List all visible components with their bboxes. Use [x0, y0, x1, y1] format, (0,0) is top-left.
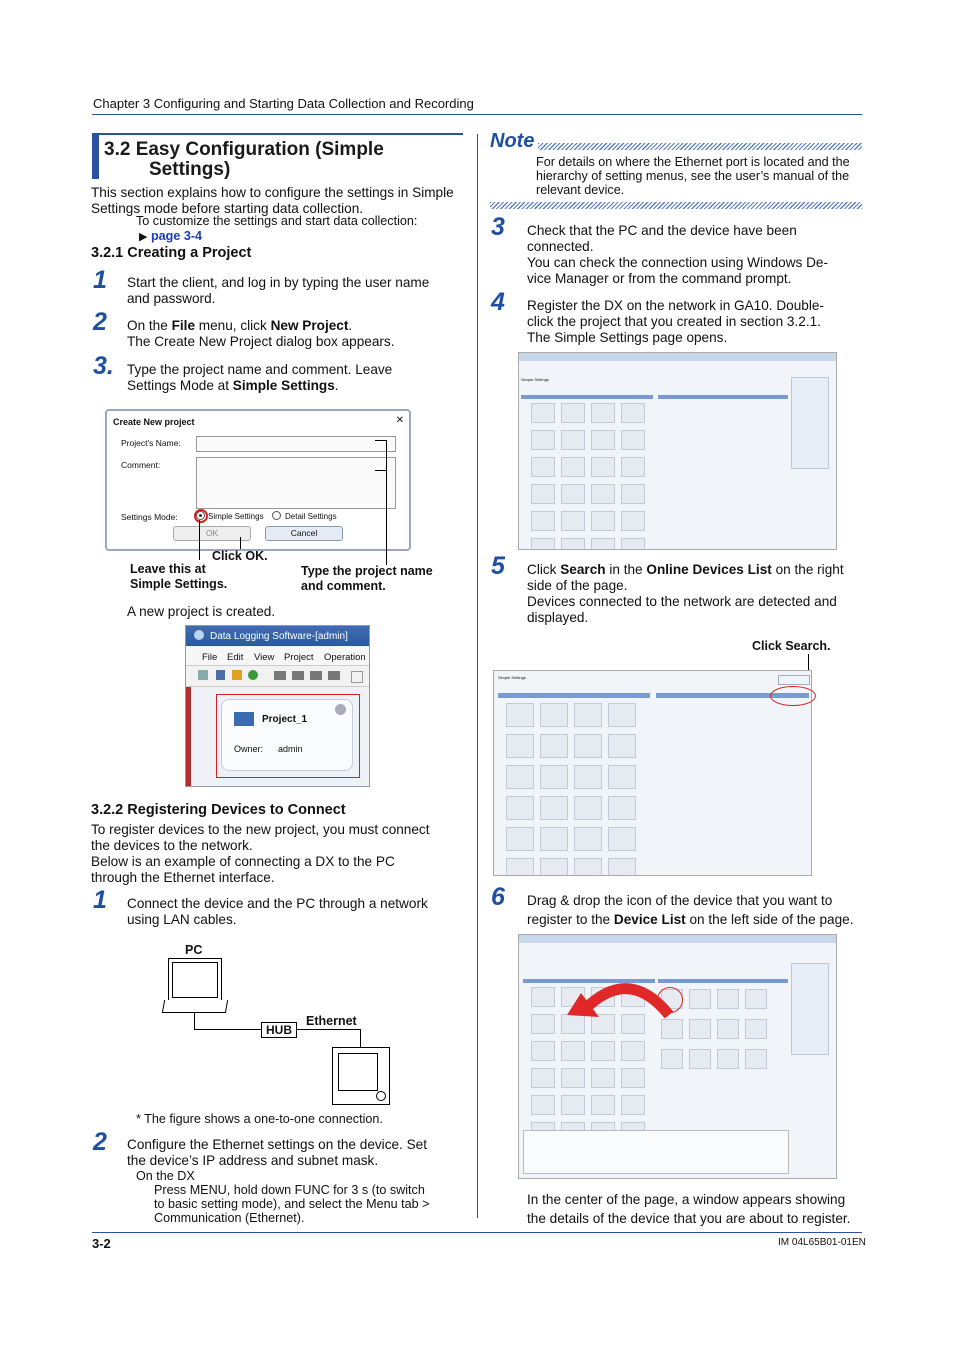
leader-line-ok: [240, 537, 241, 549]
callout-type-name: Type the project name and comment.: [301, 564, 433, 593]
dx-instructions: Press MENU, hold down FUNC for 3 s (to switch to basic setting mode), and select the Menu tab > Communication (Ethernet).: [154, 1183, 430, 1225]
mini-device-slot: [561, 1095, 585, 1115]
comment-input[interactable]: [196, 457, 396, 509]
mini-device-slot: [561, 1041, 585, 1061]
app-menubar: [186, 647, 369, 666]
mini-device-slot: [608, 734, 636, 758]
page-ref-link[interactable]: ▶ page 3-4: [139, 229, 203, 243]
mini-device-slot: [540, 734, 568, 758]
mini-online-header: [658, 395, 788, 399]
ethernet-label: Ethernet: [306, 1014, 357, 1028]
device-icon[interactable]: [292, 671, 304, 680]
section-title-line1: 3.2 Easy Configuration (Simple: [104, 139, 384, 160]
simple-settings-screenshot: [518, 352, 837, 550]
hub-box: HUB: [261, 1022, 297, 1038]
new-project-text: A new project is created.: [127, 604, 276, 619]
step-number-3: 3.: [93, 352, 114, 380]
drag-drop-screenshot: [518, 934, 837, 1179]
mini-device-slot: [540, 858, 568, 876]
menu-view[interactable]: View: [254, 652, 275, 663]
search-highlight: [770, 686, 816, 706]
cable-hub-dx: [297, 1029, 360, 1030]
callout-leave-simple: Leave this at Simple Settings.: [130, 562, 228, 591]
mini-device-slot: [621, 1095, 645, 1115]
mini-device-slot: [608, 827, 636, 851]
mini-device-slot: [574, 703, 602, 727]
section-top-rule: [99, 133, 463, 135]
mini-device-slot: [608, 858, 636, 876]
mini-device-slot: [531, 457, 555, 477]
detail-settings-option: Detail Settings: [285, 512, 337, 521]
mini-device-slot: [745, 989, 767, 1009]
mini-device-grid: [531, 403, 641, 543]
mini-device-slot: [689, 1019, 711, 1039]
search-screenshot: [493, 670, 812, 876]
mini-device-slot: [717, 989, 739, 1009]
mini-device-slot: [506, 827, 534, 851]
detail-settings-radio[interactable]: [272, 511, 281, 520]
comment-label: Comment:: [121, 460, 161, 470]
mini-device-slot: [574, 796, 602, 820]
note-text: For details on where the Ethernet port is located and the hierarchy of setting menus, see the user’s manual of the relevant device.: [536, 155, 850, 197]
mini-detail-window: [523, 1130, 789, 1174]
device-icon[interactable]: [274, 671, 286, 680]
laptop-screen: [168, 958, 222, 1002]
mini-device-slot: [561, 430, 585, 450]
mini-device-slot: [591, 538, 615, 550]
pc-label: PC: [185, 943, 203, 957]
mini-device-slot: [561, 538, 585, 550]
mini-device-slot: [540, 827, 568, 851]
mini-device-slot: [506, 858, 534, 876]
note-top-hatch: [538, 143, 862, 150]
mini-devices-header: [521, 395, 653, 399]
mini-device-slot: [561, 484, 585, 504]
step-b2-text: Configure the Ethernet settings on the device. Set the device’s IP address and subnet mask.: [127, 1137, 428, 1168]
callout-click-ok: Click OK.: [212, 549, 268, 563]
app-toolbar: [186, 666, 369, 687]
mini-device-slot: [506, 703, 534, 727]
mini-device-slot: [717, 1049, 739, 1069]
mini-device-slot: [540, 703, 568, 727]
cancel-button[interactable]: Cancel: [265, 526, 343, 541]
mini-device-slot: [621, 484, 645, 504]
mini-simple-settings-2: Simple Settings: [498, 675, 526, 680]
intro-text: This section explains how to configure the settings in Simple Settings mode before starting data collection.: [91, 185, 454, 216]
menu-project[interactable]: Project: [284, 652, 314, 663]
mini-device-slot: [591, 511, 615, 531]
mini-device-slot: [574, 765, 602, 789]
mini-device-slot: [608, 765, 636, 789]
mini-device-slot: [621, 511, 645, 531]
leader-line-leave: [199, 520, 200, 560]
leader-line-name: [375, 440, 386, 441]
mini-device-slot: [745, 1049, 767, 1069]
mini-device-slot: [717, 1019, 739, 1039]
simple-settings-option: Simple Settings: [208, 512, 264, 521]
settings-mode-label: Settings Mode:: [121, 512, 178, 522]
cable-pc: [194, 1013, 195, 1030]
device-icon[interactable]: [310, 671, 322, 680]
create-project-dialog: [105, 409, 411, 551]
simple-settings-highlight: [194, 509, 208, 523]
running-header: Chapter 3 Configuring and Starting Data Collection and Recording: [93, 96, 474, 111]
step-number-b2: 2: [93, 1128, 107, 1156]
menu-operation[interactable]: Operation: [324, 652, 366, 663]
step-number-2: 2: [93, 308, 107, 336]
app-logo-icon: [194, 630, 204, 640]
mini-device-slot: [621, 1068, 645, 1088]
mini-device-grid-2: [506, 703, 646, 871]
app-screenshot: [185, 625, 370, 787]
mini-device-slot: [591, 403, 615, 423]
mini-device-slot: [561, 457, 585, 477]
mini-device-slot: [506, 734, 534, 758]
callout-click-search: Click Search.: [752, 639, 831, 653]
left-edge-strip: [186, 687, 191, 786]
project-name-input[interactable]: [196, 436, 396, 452]
mini-detail-settings: [778, 675, 810, 685]
owner-value: admin: [278, 744, 303, 754]
mini-device-slot: [621, 1041, 645, 1061]
mini-device-slot: [591, 1041, 615, 1061]
chart-icon: [234, 712, 254, 726]
mini-device-slot: [574, 858, 602, 876]
mini-side-panel-3: [791, 963, 829, 1055]
mini-device-slot: [591, 430, 615, 450]
mini-device-slot: [531, 484, 555, 504]
footer-rule: [92, 1232, 862, 1233]
step-number-1: 1: [93, 266, 107, 294]
mini-device-slot: [531, 538, 555, 550]
step-b1-text: Connect the device and the PC through a network using LAN cables.: [127, 896, 428, 927]
column-divider: [477, 134, 478, 1218]
mini-device-slot: [689, 1049, 711, 1069]
step-3-text: Type the project name and comment. Leave Settings Mode at Simple Settings.: [127, 362, 393, 393]
end-text: In the center of the page, a window appears showing the details of the device that you are about to register.: [527, 1192, 851, 1226]
mini-device-slot: [540, 765, 568, 789]
mini-device-slot: [621, 430, 645, 450]
mini-device-slot: [531, 1014, 555, 1034]
refresh-icon[interactable]: [248, 670, 258, 680]
grid-icon[interactable]: [198, 670, 208, 680]
section-bar: [92, 133, 99, 179]
cable-dx: [360, 1029, 361, 1047]
step-2-text: On the File menu, click New Project. The Create New Project dialog box appears.: [127, 318, 395, 349]
mini-simple-settings: Simple Settings: [521, 377, 549, 382]
mini-device-slot: [531, 1095, 555, 1115]
customize-note: To customize the settings and start data collection:: [136, 214, 418, 228]
step-c5-text: Click Search in the Online Devices List on the right side of the page. Devices connected to the network are detected and displayed.: [527, 562, 844, 625]
subsection-title-3-2-1: 3.2.1 Creating a Project: [91, 245, 252, 261]
on-dx-label: On the DX: [136, 1169, 195, 1183]
mini-device-slot: [591, 1095, 615, 1115]
mini-device-slot: [745, 1019, 767, 1039]
mini-device-slot: [531, 403, 555, 423]
mini-device-slot: [506, 765, 534, 789]
step-c6-text: Drag & drop the icon of the device that you want to register to the Device List on the left side of the page.: [527, 893, 854, 927]
project-card[interactable]: [221, 699, 353, 771]
step-number-c4: 4: [491, 288, 505, 316]
dialog-title: Create New project: [113, 417, 195, 427]
step-1-text: Start the client, and log in by typing the user name and password.: [127, 275, 430, 306]
menu-edit[interactable]: Edit: [227, 652, 244, 663]
close-icon[interactable]: ✕: [395, 415, 404, 426]
section-heading: [92, 133, 463, 179]
step-number-b1: 1: [93, 886, 107, 914]
app-title: Data Logging Software-[admin]: [210, 631, 348, 642]
mini-device-slot: [621, 538, 645, 550]
dx-recorder: [332, 1047, 390, 1105]
mini-device-slot: [531, 430, 555, 450]
menu-file[interactable]: File: [202, 652, 218, 663]
mini-device-slot: [531, 1068, 555, 1088]
step-number-c3: 3: [491, 213, 505, 241]
mini-device-slot: [561, 403, 585, 423]
document-id: IM 04L65B01-01EN: [778, 1237, 866, 1248]
device-icon-highlight: [657, 987, 683, 1013]
mini-device-slot: [561, 511, 585, 531]
section-title-line2: Settings): [149, 159, 231, 180]
mini-device-slot: [561, 1068, 585, 1088]
step-number-c6: 6: [491, 883, 505, 911]
mini-devices-header-2: [498, 693, 650, 698]
mini-device-slot: [531, 511, 555, 531]
mini-device-slot: [608, 703, 636, 727]
step-c4-text: Register the DX on the network in GA10. Double- click the project that you created in section 3.2.1. The Simple Settings page opens.: [527, 298, 824, 345]
page-number: 3-2: [92, 1236, 111, 1251]
mini-device-slot: [621, 457, 645, 477]
header-rule: [92, 114, 862, 115]
mini-device-slot: [531, 1041, 555, 1061]
leader-line-type: [386, 440, 387, 565]
download-icon[interactable]: [216, 670, 225, 680]
laptop-base: [162, 1000, 228, 1013]
window-icon[interactable]: [351, 671, 363, 683]
subsection-title-3-2-2: 3.2.2 Registering Devices to Connect: [91, 802, 346, 818]
project-card-name: Project_1: [262, 714, 308, 725]
mini-device-slot: [661, 1049, 683, 1069]
device-icon[interactable]: [328, 671, 340, 680]
mini-device-slot: [591, 484, 615, 504]
cable-pc-hub: [194, 1029, 261, 1030]
note-title: Note: [490, 130, 535, 152]
mini-device-slot: [540, 796, 568, 820]
mini-device-slot: [531, 987, 555, 1007]
step-c3-text: Check that the PC and the device have been connected. You can check the connection using Windows De- vice Manager or from the command prompt.: [527, 223, 829, 286]
mini-device-slot: [608, 796, 636, 820]
owner-label: Owner:: [234, 744, 264, 754]
network-footnote: * The figure shows a one-to-one connection.: [136, 1112, 383, 1126]
mini-device-slot: [591, 1068, 615, 1088]
mini-side-panel: [791, 377, 829, 469]
user-icon: [335, 704, 346, 715]
mini-device-slot: [689, 989, 711, 1009]
step-number-c5: 5: [491, 552, 505, 580]
note-bottom-hatch: [490, 202, 862, 209]
mini-device-slot: [574, 734, 602, 758]
mini-device-slot: [591, 457, 615, 477]
ok-button[interactable]: OK: [173, 526, 251, 541]
mini-device-slot: [621, 403, 645, 423]
project-name-label: Project's Name:: [121, 438, 181, 448]
register-intro: To register devices to the new project, you must connect the devices to the network. Below is an example of connecting a DX to the PC through the Ethernet interface.: [91, 822, 430, 885]
lock-icon[interactable]: [232, 670, 242, 680]
mini-device-slot: [574, 827, 602, 851]
mini-device-slot: [506, 796, 534, 820]
leader-line-comment: [375, 470, 386, 471]
